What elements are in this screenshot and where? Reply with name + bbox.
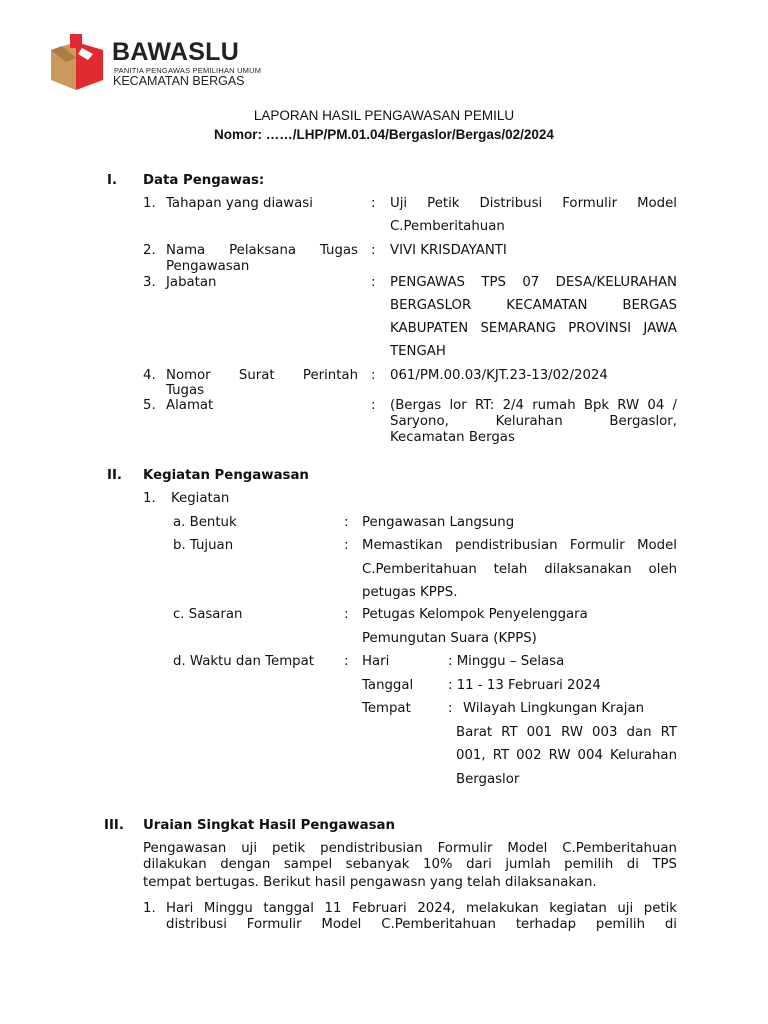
item-colon: : <box>371 398 376 413</box>
item-value: KABUPATEN SEMARANG PROVINSI JAWA <box>390 321 677 336</box>
place-value: Bergaslor <box>456 772 520 787</box>
item-label: Nomor Surat Perintah <box>166 368 358 383</box>
org-unit: KECAMATAN BERGAS <box>113 74 245 88</box>
section-1-number: I. <box>107 173 117 188</box>
activity-value: Memastikan pendistribusian Formulir Model <box>362 538 677 553</box>
activity-label: c. Sasaran <box>173 607 243 622</box>
section-3-title: Uraian Singkat Hasil Pengawasan <box>143 818 395 833</box>
section-2-title: Kegiatan Pengawasan <box>143 468 309 483</box>
item-colon: : <box>371 275 376 290</box>
date-label: Tanggal <box>362 678 414 693</box>
place-label: Tempat <box>362 701 411 716</box>
item-value: BERGASLOR KECAMATAN BERGAS <box>390 298 677 313</box>
bawaslu-logo-icon <box>48 32 106 92</box>
report-number: Nomor: ……/LHP/PM.01.04/Bergaslor/Bergas/02/2024 <box>214 127 554 142</box>
finding-number: 1. <box>143 901 156 916</box>
date-value: : 11 - 13 Februari 2024 <box>448 678 601 693</box>
place-value: Wilayah Lingkungan Krajan <box>463 701 645 716</box>
summary-paragraph: dilakukan dengan sampel sebanyak 10% dari jumlah pemilih di TPS <box>143 857 677 872</box>
item-number: 1. <box>143 196 156 211</box>
time-value: : Minggu – Selasa <box>448 654 565 669</box>
activity-colon: : <box>344 607 349 622</box>
item-colon: : <box>371 196 376 211</box>
item-value: 061/PM.00.03/KJT.23-13/02/2024 <box>390 368 608 383</box>
item-value: (Bergas lor RT: 2/4 rumah Bpk RW 04 / <box>390 398 677 413</box>
item-value: PENGAWAS TPS 07 DESA/KELURAHAN <box>390 275 677 290</box>
item-value: Kecamatan Bergas <box>390 430 515 445</box>
item-label: Alamat <box>166 398 214 413</box>
activity-value: Pemungutan Suara (KPPS) <box>362 631 537 646</box>
item-label: Nama Pelaksana Tugas <box>166 243 358 258</box>
sub-item-number: 1. <box>143 491 156 506</box>
item-value: TENGAH <box>390 344 446 359</box>
item-label: Pengawasan <box>166 259 250 274</box>
item-colon: : <box>371 368 376 383</box>
activity-value: C.Pemberitahuan telah dilaksanakan oleh <box>362 562 677 577</box>
item-label: Tugas <box>166 383 205 398</box>
sub-item-title: Kegiatan <box>171 491 230 506</box>
activity-label: b. Tujuan <box>173 538 234 553</box>
place-value: 001, RT 002 RW 004 Kelurahan <box>456 748 677 763</box>
activity-colon: : <box>344 538 349 553</box>
org-name: BAWASLU <box>112 38 240 66</box>
item-number: 2. <box>143 243 156 258</box>
section-3-number: III. <box>104 818 124 833</box>
item-label: Jabatan <box>166 275 217 290</box>
report-title: LAPORAN HASIL PENGAWASAN PEMILU <box>253 108 515 123</box>
item-value: Saryono, Kelurahan Bergaslor, <box>390 414 677 429</box>
time-label: Hari <box>362 654 390 669</box>
finding-text: Hari Minggu tanggal 11 Februari 2024, melakukan kegiatan uji petik <box>166 901 677 916</box>
item-colon: : <box>371 243 376 258</box>
place-value: Barat RT 001 RW 003 dan RT <box>456 725 677 740</box>
item-value: Uji Petik Distribusi Formulir Model <box>390 196 677 211</box>
item-value: VIVI KRISDAYANTI <box>390 243 507 258</box>
summary-paragraph: tempat bertugas. Berikut hasil pengawasn yang telah dilaksanakan. <box>143 875 597 890</box>
item-number: 5. <box>143 398 156 413</box>
finding-text: distribusi Formulir Model C.Pemberitahuan terhadap pemilih di <box>166 917 677 932</box>
activity-colon: : <box>344 515 349 530</box>
summary-paragraph: Pengawasan uji petik pendistribusian Formulir Model C.Pemberitahuan <box>143 841 677 856</box>
activity-colon: : <box>344 654 349 669</box>
activity-label: a. Bentuk <box>173 515 237 530</box>
section-1-title: Data Pengawas: <box>143 173 265 188</box>
item-label: Tahapan yang diawasi <box>166 196 313 211</box>
item-value: C.Pemberitahuan <box>390 219 505 234</box>
item-number: 4. <box>143 368 156 383</box>
activity-value: petugas KPPS. <box>362 585 458 600</box>
activity-label: d. Waktu dan Tempat <box>173 654 314 669</box>
activity-value: Petugas Kelompok Penyelenggara <box>362 607 588 622</box>
item-number: 3. <box>143 275 156 290</box>
place-colon: : <box>448 701 453 716</box>
activity-value: Pengawasan Langsung <box>362 515 515 530</box>
org-subtitle: PANITIA PENGAWAS PEMILIHAN UMUM <box>114 66 262 75</box>
section-2-number: II. <box>107 468 122 483</box>
